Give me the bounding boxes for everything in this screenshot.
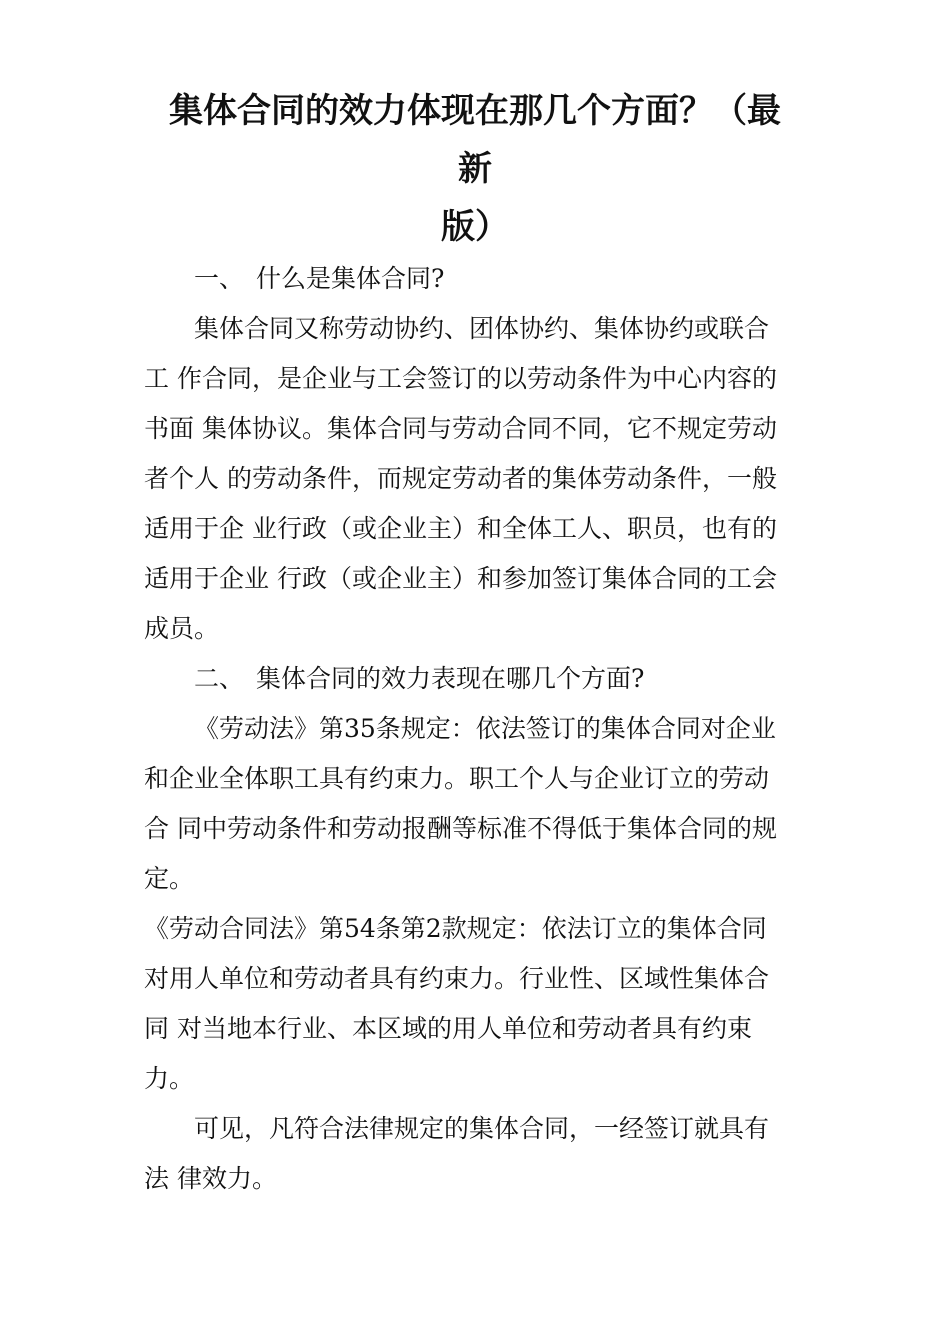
paragraph-line: 者个人 的劳动条件，而规定劳动者的集体劳动条件，一般 — [144, 464, 777, 493]
paragraph-line: 合 同中劳动条件和劳动报酬等标准不得低于集体合同的规 — [144, 814, 777, 843]
section-2-number: 二、 — [194, 664, 245, 693]
paragraph-line: 同 对当地本行业、本区域的用人单位和劳动者具有约束 — [144, 1014, 752, 1043]
section-2-heading-text: 集体合同的效力表现在哪几个方面? — [256, 664, 645, 693]
paragraph-line: 书面 集体协议。集体合同与劳动合同不同，它不规定劳动 — [144, 414, 777, 443]
paragraph-line: 和企业全体职工具有约束力。职工个人与企业订立的劳动 — [144, 764, 770, 793]
page-title — [0, 82, 950, 256]
section-1-number: 一、 — [194, 264, 245, 293]
paragraph-line: 法 律效力。 — [144, 1164, 277, 1193]
paragraph-line: 工 作合同，是企业与工会签订的以劳动条件为中心内容的 — [144, 364, 777, 393]
paragraph-line: 力。 — [144, 1064, 195, 1093]
section-1-heading — [144, 254, 808, 304]
paragraph-line: 《劳动合同法》第54条第2款规定：依法订立的集体合同 — [144, 914, 767, 943]
paragraph-line: 《劳动法》第35条规定：依法签订的集体合同对企业 — [194, 714, 776, 743]
section-1-heading-text: 什么是集体合同? — [256, 264, 445, 293]
paragraph-line: 适用于企业 行政（或企业主）和参加签订集体合同的工会 — [144, 564, 777, 593]
paragraph-line: 可见，凡符合法律规定的集体合同，一经签订就具有 — [194, 1114, 770, 1143]
document-body — [144, 254, 808, 1204]
title-line-2: 新 — [458, 149, 492, 189]
paragraph-line: 定。 — [144, 864, 195, 893]
paragraph-line: 成员。 — [144, 614, 220, 643]
section-2-paragraph-1 — [144, 704, 808, 904]
section-2-paragraph-2 — [144, 904, 808, 1104]
title-line-3: 版） — [441, 207, 509, 247]
paragraph-line: 集体合同又称劳动协约、团体协约、集体协约或联合 — [194, 314, 770, 343]
title-line-1: 集体合同的效力体现在那几个方面？（最 — [169, 91, 781, 131]
paragraph-line: 对用人单位和劳动者具有约束力。行业性、区域性集体合 — [144, 964, 770, 993]
section-1-paragraph — [144, 304, 808, 654]
paragraph-line: 适用于企 业行政（或企业主）和全体工人、职员，也有的 — [144, 514, 777, 543]
section-2-heading — [144, 654, 808, 704]
section-2-paragraph-3 — [144, 1104, 808, 1204]
